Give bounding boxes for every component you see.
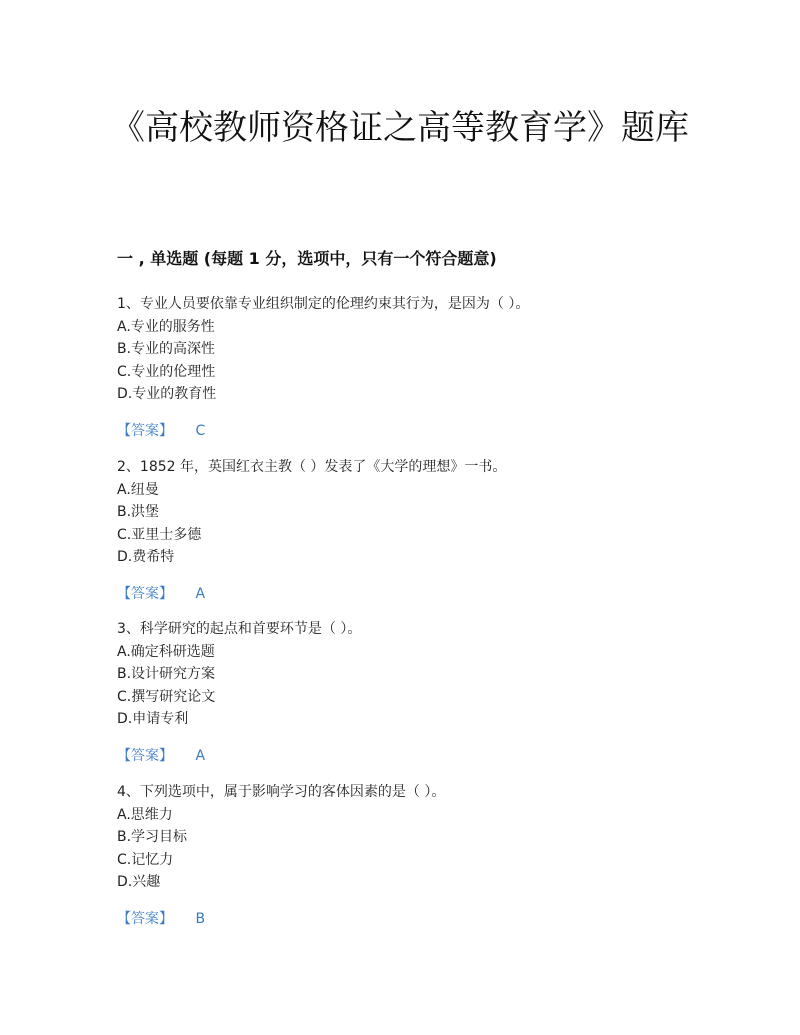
question-4 <box>117 781 717 930</box>
answer-value: A <box>195 585 206 602</box>
document-title: 《高校教师资格证之高等教育学》题库 <box>111 108 689 148</box>
answer-value: C <box>195 422 206 439</box>
option-a: A.纽曼 <box>117 481 159 498</box>
option-c: C.记忆力 <box>117 851 174 868</box>
option-c: C.撰写研究论文 <box>117 688 216 705</box>
answer-label: 【答案】 <box>117 585 173 602</box>
answer-line <box>117 745 717 767</box>
question-1 <box>117 293 717 442</box>
question-stem: 4、下列选项中，属于影响学习的客体因素的是（ ）。 <box>117 784 446 800</box>
answer-line <box>117 420 717 442</box>
answer-label: 【答案】 <box>117 747 173 764</box>
answer-label: 【答案】 <box>117 422 173 439</box>
option-b: B.专业的高深性 <box>117 341 216 357</box>
question-3 <box>117 618 717 767</box>
option-a: A.思维力 <box>117 806 173 823</box>
option-d: D.费希特 <box>117 549 175 565</box>
option-b: B.设计研究方案 <box>117 666 216 682</box>
option-a: A.专业的服务性 <box>117 318 215 335</box>
answer-value: A <box>195 747 206 764</box>
option-d: D.申请专利 <box>117 711 189 727</box>
answer-line <box>117 908 717 930</box>
answer-line <box>117 583 717 605</box>
question-2 <box>117 456 717 605</box>
option-b: B.洪堡 <box>117 504 160 520</box>
answer-label: 【答案】 <box>117 910 173 927</box>
option-d: D.专业的教育性 <box>117 386 217 402</box>
question-stem: 1、专业人员要依靠专业组织制定的伦理约束其行为，是因为（ ）。 <box>117 296 530 312</box>
option-d: D.兴趣 <box>117 874 161 890</box>
answer-value: B <box>195 910 206 927</box>
section-heading: 一 , 单选题 (每题 1 分，选项中，只有一个符合题意) <box>117 249 497 268</box>
option-c: C.亚里士多德 <box>117 526 202 543</box>
option-a: A.确定科研选题 <box>117 643 215 660</box>
question-stem: 3、科学研究的起点和首要环节是（ ）。 <box>117 621 362 637</box>
option-c: C.专业的伦理性 <box>117 363 216 380</box>
option-b: B.学习目标 <box>117 829 188 845</box>
question-stem: 2、1852 年，英国红衣主教（ ）发表了《大学的理想》一书。 <box>117 459 507 475</box>
